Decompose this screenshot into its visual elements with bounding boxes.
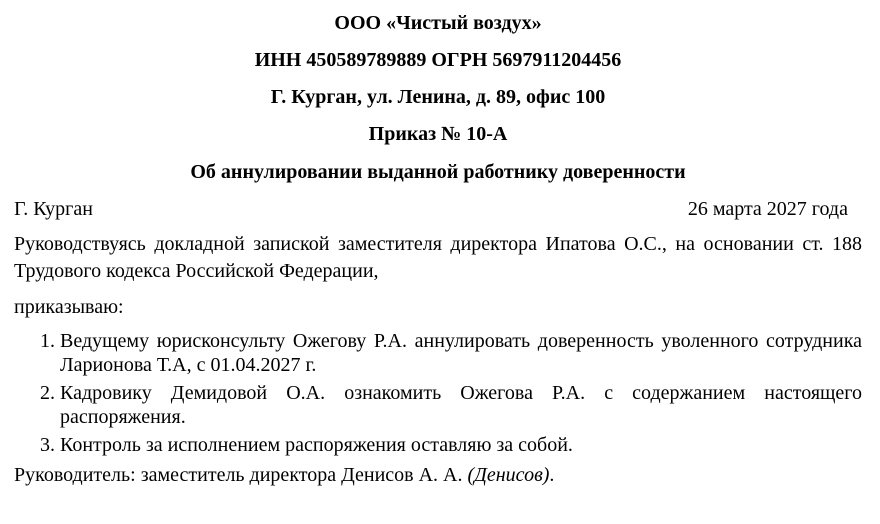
order-item-3: 3. Контроль за исполнением распоряжения оставляю за собой.: [60, 433, 862, 457]
order-number: Приказ № 10-А: [368, 123, 508, 145]
preamble: Руководствуясь докладной запиской заместителя директора Ипатова О.С., на основании ст. 188 Трудового кодекса Российской Федерации,: [14, 233, 862, 282]
document: [14, 0, 862, 487]
place: Г. Курган: [14, 198, 93, 220]
order-item-1: 1. Ведущему юрисконсульту Ожегову Р.А. аннулировать доверенность уволенного сотрудника Ларионова Т.А, с 01.04.2027 г.: [60, 329, 862, 377]
order-word: приказываю:: [14, 296, 124, 318]
order-item-2: 2. Кадровику Демидовой О.А. ознакомить Ожегова Р.А. с содержанием настоящего распоряжения.: [60, 381, 862, 429]
signature-line: [14, 463, 862, 487]
place-date-row: [14, 197, 862, 221]
order-items: [14, 329, 862, 457]
company-name: ООО «Чистый воздух»: [334, 12, 542, 34]
company-ids: ИНН 450589789889 ОГРН 5697911204456: [254, 49, 622, 71]
order-subject: Об аннулировании выданной работнику доверенности: [190, 161, 686, 183]
date: 26 марта 2027 года: [687, 198, 848, 220]
signature-label: Руководитель: заместитель директора Денисов А. А.: [14, 464, 463, 486]
signature-name: (Денисов): [467, 464, 550, 486]
signature-end: .: [549, 464, 555, 486]
company-address: Г. Курган, ул. Ленина, д. 89, офис 100: [270, 86, 606, 108]
